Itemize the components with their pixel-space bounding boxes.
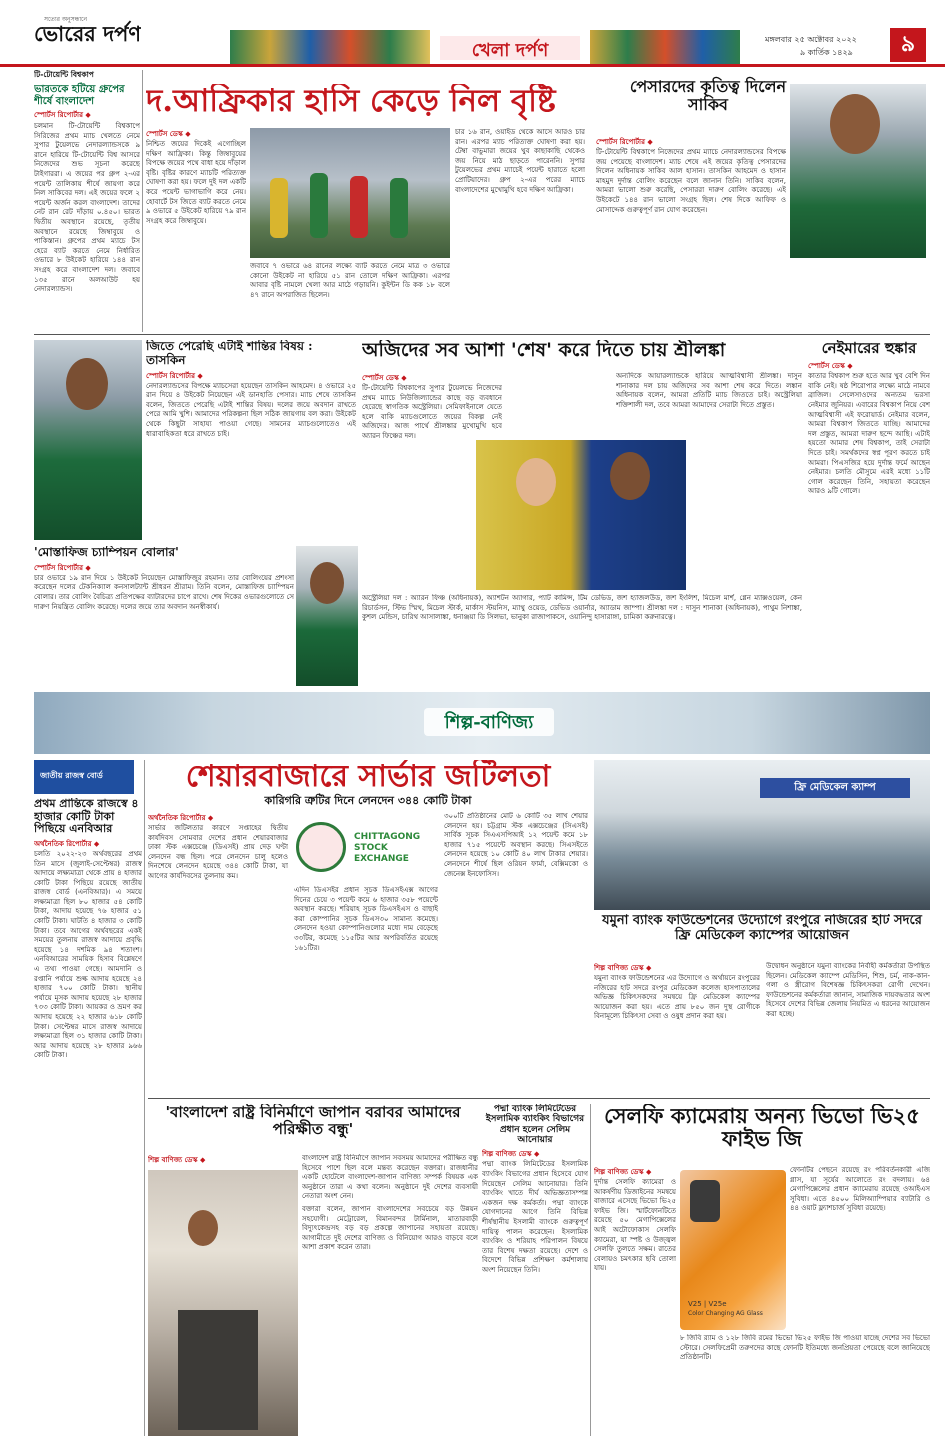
jamuna-body-1: যমুনা ব্যাংক ফাউন্ডেশনের এর উদ্যোগে ও অর্থায়নে রংপুরের নজিরের হাট সদরে রংপুর মেডিকেল কলেজ হাসপাতালের অভিজ্ঞ চিকিৎসকদের সমন্বয়ে ফ্রি মেডিকেল ক্যাম্পের আয়োজন করা হয়। এতে প্রায় ৮৫০ জন দুস্থ রোগীকে বিনামূল্যে চিকিৎসা সেবা ও ওষুধ প্রদান করা হয়।	[594, 974, 760, 1021]
top-byline: স্পোর্টস ডেস্ক ◆	[146, 130, 191, 138]
jamuna-col2	[766, 962, 930, 1092]
col-divider	[142, 70, 143, 332]
top-body-2: জবাবে ৭ ওভারে ৬৪ রানের লক্ষ্যে ব্যাট করতে নেমে মাত্র ৩ ওভারে কোনো উইকেট না হারিয়ে ৫১ রান তোলে দক্ষিণ আফ্রিকা। এরপর আবার বৃষ্টি নামলে খেলা আর মাঠে গড়ায়নি। কুইন্টন ডি কক ১৮ বলে ৪৭ রানে অপরাজিত ছিলেন।	[250, 262, 450, 299]
col-divider	[590, 1104, 591, 1436]
vivo-phone-photo	[680, 1170, 786, 1330]
camera-module	[690, 1180, 720, 1222]
jamuna-headline-text: যমুনা ব্যাংক ফাউন্ডেশনের উদ্যোগে রংপুরে নজিরের হাট সদরে ফ্রি মেডিকেল ক্যাম্পের আয়োজন	[602, 914, 922, 943]
top-story-col1	[146, 128, 246, 328]
shakib-text	[596, 136, 786, 330]
player-figure	[390, 178, 408, 238]
share-body-1: সার্ভার জটিলতার কারণে সপ্তাহের দ্বিতীয় কার্যদিবস সোমবার দেশের প্রধান শেয়ারবাজার ঢাকা স্টক এক্সচেঞ্জে (ডিএসই) প্রায় দেড় ঘণ্টা লেনদেন বন্ধ ছিল। পরে লেনদেন চালু হলেও দিনশেষে লেনদেন হয়েছে ৩৪৪ কোটি টাকা, যা আগের কার্যদিবসের তুলনায় কম।	[148, 824, 288, 880]
left-headline: ভারতকে হটিয়ে গ্রুপের শীর্ষে বাংলাদেশ	[34, 84, 125, 107]
mustafiz-headline: 'মোস্তাফিজ চ্যাম্পিয়ন বোলার'	[34, 546, 179, 559]
rain-match-photo	[250, 128, 450, 258]
japan-col2	[302, 1154, 478, 1436]
top-story-col3	[455, 128, 585, 330]
vivo-body-2: ফোনটির পেছনে রয়েছে রং পরিবর্তনকারী এজি গ্লাস, যা সূর্যের আলোতে রং বদলায়। ৬৪ মেগাপিক্সেলের প্রধান ক্যামেরায় রয়েছে ওআইএস সুবিধা। এতে ৪৫০০ মিলিঅ্যাম্পিয়ার ব্যাটারি ও ৪৪ ওয়াট ফ্ল্যাশচার্জ সুবিধা রয়েছে।	[790, 1166, 930, 1213]
top-headline-text: দ.আফ্রিকার হাসি কেড়ে নিল বৃষ্টি	[146, 84, 556, 119]
nbr-story	[34, 798, 142, 1434]
nbr-byline: অর্থনৈতিক রিপোর্টার ◆	[34, 839, 100, 848]
shakib-story	[594, 74, 928, 330]
vivo-byline: শিল্প বাণিজ্য ডেস্ক ◆	[594, 1168, 652, 1176]
japan-headline-text: 'বাংলাদেশ রাষ্ট্র বিনির্মাণে জাপান বরাবর আমাদের পরিক্ষীত বন্ধু'	[165, 1104, 461, 1139]
phone-sublabel: Color Changing AG Glass	[688, 1310, 763, 1317]
mustafiz-story	[34, 546, 294, 686]
player-head	[66, 358, 108, 410]
srilanka-squads-text: অস্ট্রেলিয়া দল : অ্যারন ফিঞ্চ (অধিনায়ক), অ্যাশটন অ্যাগার, প্যাট কামিন্স, টিম ডেভিড, জশ হ্যাজলউড, জশ ইংলিশ, মিচেল মার্শ, গ্লেন ম্যাক্সওয়েল, কেন রিচার্ডসন, স্টিভ স্মিথ, মিচেল স্টার্ক, মার্কাস স্টয়নিস, ম্যাথু ওয়েড, ডেভিড ওয়ার্নার, অ্যাডাম জাম্পা। শ্রীলঙ্কা দল : দাসুন শানাকা (অধিনায়ক), পাথুম নিশাঙ্কা, কুশল মেন্ডিস, চারিথ আসালাঙ্কা, ধনাঞ্জয়া ডি সিলভা, ভানুকা রাজাপাকসে, ওয়ানিন্দু হাসারাঙ্গা, চামিকা করুনারত্নে।	[362, 594, 802, 622]
vivo-col3	[680, 1334, 930, 1436]
vivo-col1	[594, 1166, 676, 1436]
left-story	[34, 70, 140, 314]
taskin-photo	[34, 340, 142, 540]
camp-banner: ফ্রি মেডিকেল ক্যাম্প	[760, 778, 910, 798]
left-kicker: টি-টোয়েন্টি বিশ্বকাপ	[34, 70, 94, 79]
jamuna-body-2: উদ্বোধন অনুষ্ঠানে যমুনা ব্যাংকের নির্বাহী কর্মকর্তারা উপস্থিত ছিলেন। মেডিকেল ক্যাম্পে মেডিসিন, শিশু, চর্ম, নাক-কান-গলা ও স্ত্রীরোগ বিশেষজ্ঞ চিকিৎসকরা রোগী দেখেন। ফাউন্ডেশনের কর্মকর্তারা জানান, সামাজিক দায়বদ্ধতার অংশ হিসেবে দেশের বিভিন্ন জেলায় নিয়মিত এ ধরনের আয়োজন করা হচ্ছে।	[766, 962, 930, 1018]
top-story-headline	[146, 84, 586, 124]
section-title: খেলা দর্পণ	[440, 36, 580, 60]
shakib-headline: পেসারদের কৃতিত্ব দিলেন সাকিব	[629, 77, 787, 115]
srilanka-headline-text: অজিদের সব আশা 'শেষ' করে দিতে চায় শ্রীলঙ্কা	[362, 340, 726, 361]
taskin-byline: স্পোর্টস রিপোর্টার ◆	[146, 371, 203, 380]
share-body-3: ৩০০টি প্রতিষ্ঠানের মোট ৬ কোটি ৩৫ লাখ শেয়ার লেনদেন হয়। চট্টগ্রাম স্টক এক্সচেঞ্জের (সিএসই) সার্বিক সূচক সিএএসপিআই ১২ পয়েন্ট কমে ১৮ হাজার ৭১৫ পয়েন্টে অবস্থান করছে। সিএসইতে লেনদেন হয়েছে ১০ কোটি ৪০ লাখ টাকার শেয়ার। লেনদেনে শীর্ষে ছিল ওরিয়ন ফার্মা, বেক্সিমকো ও জেনেক্স ইনফোসিস।	[444, 812, 588, 878]
shakib-photo	[790, 84, 926, 258]
player-head	[310, 562, 344, 604]
srilanka-byline: স্পোর্টস ডেস্ক ◆	[362, 374, 407, 382]
padma-story	[482, 1104, 588, 1436]
japan-byline: শিল্প বাণিজ্য ডেস্ক ◆	[148, 1156, 206, 1164]
banner-title: শিল্প-বাণিজ্য	[424, 708, 554, 736]
left-body: চলমান টি-টোয়েন্টি বিশ্বকাপে সিরিজের প্রথম ম্যাচ খেলতে নেমে সুপার টুয়েলভে নেদারল্যান্ডসকে ৯ রানে হারিয়ে টি-টোয়েন্টি বিশ্ব আসরে নিজেদের শুভ সূচনা করেছে টাইগাররা। এ জয়ের পর গ্রুপ ২-এর পয়েন্ট তালিকায় শীর্ষে জায়গা করে নিল সাকিবের দল। এই জয়ের ফলে ২ পয়েন্ট অর্জন করল বাংলাদেশ। তাদের নেট রান রেট দাঁড়ায় ০.৪৫০। ভারত দ্বিতীয় অবস্থানে রয়েছে, তৃতীয় অবস্থানে রয়েছে জিম্বাবুয়ে ও পাকিস্তান। গ্রুপের প্রথম ম্যাচে টস হেরে ব্যাট করতে নেমে নির্ধারিত ওভারে ৮ উইকেট হারিয়ে ১৪৪ রান সংগ্রহ করে বাংলাদেশ দল। জবাবে ১৩৫ রানে অলআউট হয় নেদারল্যান্ডস।	[34, 122, 140, 294]
player-figure	[270, 178, 288, 238]
nbr-body: চলতি ২০২২-২৩ অর্থবছরের প্রথম তিন মাসে (জুলাই-সেপ্টেম্বর) রাজস্ব আদায়ে লক্ষ্যমাত্রা থেকে প্রায় ৪ হাজার কোটি টাকা পিছিয়ে রয়েছে জাতীয় রাজস্ব বোর্ড (এনবিআর)। এ সময়ে লক্ষ্যমাত্রা ছিল ৮০ হাজার ৫৪ কোটি টাকা, আদায় হয়েছে ৭৬ হাজার ৫১ কোটি টাকা। ঘাটতি ৪ হাজার ৩ কোটি টাকা। তবে আগের অর্থবছরের একই সময়ের তুলনায় রাজস্ব আদায়ে প্রবৃদ্ধি হয়েছে ১৪ দশমিক ৯৪ শতাংশ। এনবিআরের সাময়িক হিসাব বিশ্লেষণে এ তথ্য পাওয়া গেছে। আমদানি ও রপ্তানি পর্যায়ে শুল্ক আদায় হয়েছে ২৪ হাজার ৭০০ কোটি টাকা। স্থানীয় পর্যায়ে মূসক আদায় হয়েছে ২৮ হাজার ৭৩৩ কোটি টাকা। আয়কর ও ভ্রমণ কর আদায় হয়েছে ২২ হাজার ৬১৮ কোটি টাকা। সেপ্টেম্বর মাসে রাজস্ব আদায়ে লক্ষ্যমাত্রা ছিল ৩১ হাজার কোটি টাকা। আর আদায় হয়েছে ২৮ হাজার ৯৬৬ কোটি টাকা।	[34, 849, 142, 1060]
share-col2	[294, 886, 438, 1092]
padma-body: পদ্মা ব্যাংক লিমিটেডের ইসলামিক ব্যাংকিং বিভাগের প্রধান হিসেবে যোগ দিয়েছেন সেলিম আনোয়ার। তিনি ব্যাংকিং খাতে দীর্ঘ অভিজ্ঞতাসম্পন্ন একজন দক্ষ কর্মকর্তা। পদ্মা ব্যাংকে যোগদানের আগে তিনি বিভিন্ন শীর্ষস্থানীয় ইসলামী ব্যাংকে গুরুত্বপূর্ণ দায়িত্ব পালন করেছেন। ইসলামিক ব্যাংকিং ও শরিয়াহ পরিপালন বিষয়ে তার বিশেষ দক্ষতা রয়েছে। দেশে ও বিদেশে বিভিন্ন প্রশিক্ষণ কর্মশালায় অংশ নিয়েছেন তিনি।	[482, 1160, 588, 1274]
nbr-sign-text: জাতীয় রাজস্ব বোর্ড	[40, 771, 103, 780]
taskin-headline: জিতে পেরেছি এটাই শান্তির বিষয় : তাসকিন	[146, 340, 313, 367]
taskin-body: নেদারল্যান্ডসের বিপক্ষে ম্যাচসেরা হয়েছেন তাসকিন আহমেদ। ৪ ওভারে ২৫ রান দিয়ে ৪ উইকেট নিয়েছেন এই ডানহাতি পেসার। ম্যাচ শেষে তাসকিন বলেন, জিততে পেরেছি এটাই শান্তির বিষয়। দলের জয়ে অবদান রাখতে পেরে আমি খুশি। আমাদের পরিকল্পনা ছিল সঠিক জায়গায় বল করা। উইকেট থেকে কিছুটা সাহায্য পাওয়া গেছে। সামনের ম্যাচগুলোতেও এই ধারাবাহিকতা ধরে রাখতে চাই।	[146, 381, 356, 438]
share-headline: শেয়ারবাজারে সার্ভার জটিলতা	[185, 760, 551, 794]
srilanka-headline	[362, 340, 802, 370]
top-body-1: নিশ্চিত জয়ের দিকেই এগোচ্ছিল দক্ষিণ আফ্রিকা। কিন্তু জিম্বাবুয়ের বিপক্ষে জয়ের পথে বাধা হয়ে দাঁড়াল বৃষ্টি। বৃষ্টির কারণে ম্যাচটি পরিত্যক্ত ঘোষণা করা হয়। ফলে দুই দল একটি করে পয়েন্ট ভাগাভাগি করে নেয়। হোবার্টে টস জিতে ব্যাট করতে নেমে ৯ ওভারে ৫ উইকেট হারিয়ে ৭৯ রান সংগ্রহ করে জিম্বাবুয়ে।	[146, 140, 246, 225]
player-figure	[350, 176, 368, 238]
player-head	[516, 458, 556, 506]
player-figure	[310, 173, 328, 238]
japan-body-2: বক্তারা বলেন, জাপান বাংলাদেশের সবচেয়ে বড় উন্নয়ন সহযোগী। মেট্রোরেল, বিমানবন্দর টার্মিনাল, মাতারবাড়ী বিদ্যুৎকেন্দ্রসহ বড় বড় প্রকল্পে জাপানের সহায়তা রয়েছে। আগামীতে দুই দেশের বাণিজ্য ও বিনিয়োগ আরও বাড়বে বলে আশা প্রকাশ করেন তারা।	[302, 1204, 478, 1252]
srilanka-squads	[362, 594, 802, 686]
phone-label: V25 | V25e	[688, 1300, 727, 1308]
date-line-bn: ৯ কার্তিক ১৪২৯	[800, 48, 853, 57]
japan-headline	[148, 1104, 478, 1150]
japan-speaker-photo	[148, 1170, 298, 1436]
lectern	[178, 1310, 258, 1430]
paper-logo: ভোরের দর্পণ	[34, 21, 142, 46]
share-body-2: এদিন ডিএসইর প্রধান সূচক ডিএসইএক্স আগের দিনের চেয়ে ৩ পয়েন্ট কমে ৬ হাজার ৩৫৮ পয়েন্টে অবস্থান করছে। শরিয়াহ সূচক ডিএসইএস ও বাছাই করা কোম্পানির সূচক ডিএস৩০ সামান্য কমেছে। লেনদেন হওয়া কোম্পানিগুলোর মধ্যে দাম বেড়েছে ৩৩টির, কমেছে ১১৫টির আর অপরিবর্তিত রয়েছে ১৬১টির।	[294, 886, 438, 952]
share-byline: অর্থনৈতিক রিপোর্টার ◆	[148, 814, 214, 822]
vivo-body-1: দুর্দান্ত সেলফি ক্যামেরা ও আকর্ষণীয় ডিজাইনের সমন্বয়ে বাজারে এসেছে ভিভো ভি২৫ ফাইভ জি। স্মার্টফোনটিতে রয়েছে ৫০ মেগাপিক্সেলের আই অটোফোকাস সেলফি ক্যামেরা, যা স্পষ্ট ও উজ্জ্বল সেলফি তুলতে সক্ষম। রাতের বেলায়ও চমৎকার ছবি তোলা যায়।	[594, 1178, 676, 1273]
top-section-rule	[34, 334, 930, 335]
japan-body-1: বাংলাদেশ রাষ্ট্র বিনির্মাণে জাপান সবসময় আমাদের পরীক্ষিত বন্ধু হিসেবে পাশে ছিল বলে মন্তব্য করেছেন বক্তারা। রাজধানীর একটি হোটেলে বাংলাদেশ-জাপান বাণিজ্য সম্পর্ক বিষয়ক এক অনুষ্ঠানে তারা এ কথা বলেন। অনুষ্ঠানে দুই দেশের ব্যবসায়ী নেতারা অংশ নেন।	[302, 1154, 478, 1201]
japan-col1	[148, 1154, 298, 1168]
neymar-story	[808, 340, 930, 686]
jamuna-byline: শিল্প বাণিজ্য ডেস্ক ◆	[594, 964, 652, 972]
srilanka-col2	[616, 372, 802, 592]
vivo-body-3: ৮ জিবি র‍্যাম ও ১২৮ জিবি রমের ভিভো ভি২৫ ফাইভ জি পাওয়া যাচ্ছে দেশের সব ভিভো স্টোরে। সেলফিপ্রেমী তরুণদের কাছে ফোনটি ইতিমধ্যে জনপ্রিয়তা পেয়েছে বলে জানিয়েছে প্রতিষ্ঠানটি।	[680, 1334, 930, 1362]
col-divider	[144, 760, 145, 1436]
srilanka-body-1: টি-টোয়েন্টি বিশ্বকাপের সুপার টুয়েলভে নিজেদের প্রথম ম্যাচে নিউজিল্যান্ডের কাছে বড় ব্যবধানে হেরেছে স্বাগতিক অস্ট্রেলিয়া। সেমিফাইনালে যেতে হলে বাকি ম্যাচগুলোতে জয়ের বিকল্প নেই অজিদের। আজ পার্থে শ্রীলঙ্কার মুখোমুখি হবে অ্যারন ফিঞ্চের দল।	[362, 384, 502, 440]
top-story-col2	[250, 262, 450, 330]
player-head	[830, 94, 880, 154]
shakib-byline: স্পোর্টস রিপোর্টার ◆	[596, 138, 653, 146]
srilanka-body-2: অন্যদিকে আয়ারল্যান্ডকে হারিয়ে আত্মবিশ্বাসী শ্রীলঙ্কা। দাসুন শানাকার দল চায় অজিদের সব আশা শেষ করে দিতে। লঙ্কান অধিনায়ক বলেন, আমরা প্রতিটি ম্যাচ জিততে চাই। অস্ট্রেলিয়া শক্তিশালী দল, তবে আমরা আমাদের সেরাটা দিতে প্রস্তুত।	[616, 372, 802, 409]
page-number: ৯	[890, 28, 926, 62]
medical-camp-photo	[594, 760, 930, 910]
top-body-3: চার ১৬ রান, ওয়াইড থেকে আসে আরও চার রান। এরপর ম্যাচ পরিত্যক্ত ঘোষণা করা হয়। টেম্বা বাভুমারা জয়ের খুব কাছাকাছি থেকেও জয় নিয়ে মাঠ ছাড়তে পারেননি। সুপার টুয়েলভের প্রথম ম্যাচেই পয়েন্ট হারাতে হলো প্রোটিয়াদের। গ্রুপ ২-এর পরের ম্যাচে বাংলাদেশের মুখোমুখি হবে দক্ষিণ আফ্রিকা।	[455, 128, 585, 194]
share-col3	[444, 812, 588, 1092]
mustafiz-body: চার ওভারে ১৯ রান দিয়ে ১ উইকেট নিয়েছেন মোস্তাফিজুর রহমান। তার বোলিংয়ের প্রশংসা করেছেন দলের টেকনিক্যাল কনসালট্যান্ট শ্রীধরন শ্রীরাম। তিনি বলেন, মোস্তাফিজ চ্যাম্পিয়ন বোলার। তার বোলিং বৈচিত্র্য প্রতিপক্ষের ব্যাটারদের চাপে রাখে। শেষ দিকের ওভারগুলোতে সে দারুণ নিয়ন্ত্রিত বোলিং করেছে। দলের জয়ে তার অবদান অনস্বীকার্য।	[34, 573, 294, 611]
vivo-headline-text: সেলফি ক্যামেরায় অনন্য ভিভো ভি২৫ ফাইভ জি	[604, 1104, 920, 1152]
padma-byline: শিল্প বাণিজ্য ডেস্ক ◆	[482, 1150, 540, 1159]
date-line: মঙ্গলবার ২৫ অক্টোবর ২০২২	[765, 35, 857, 44]
masthead-tagline: সত্যের অনুসন্ধানে	[44, 16, 88, 23]
cse-logo-block	[294, 820, 440, 880]
share-subhead: কারিগরি ত্রুটির দিনে লেনদেন ৩৪৪ কোটি টাকা	[264, 794, 472, 807]
share-story	[148, 760, 588, 1096]
speaker-head	[188, 1210, 218, 1246]
cse-logo-text: CHITTAGONG STOCK EXCHANGE	[354, 832, 421, 864]
neymar-byline: স্পোর্টস ডেস্ক ◆	[808, 362, 853, 371]
vivo-headline	[594, 1104, 930, 1164]
jamuna-col1	[594, 962, 760, 1092]
masthead-photo-strip	[230, 30, 430, 64]
jamuna-headline	[594, 914, 930, 958]
nbr-sign-photo	[34, 760, 134, 794]
mustafiz-photo	[296, 546, 358, 686]
dse-seal-icon	[296, 822, 346, 872]
business-banner	[34, 692, 930, 754]
nbr-headline: প্রথম প্রান্তিকে রাজস্বে ৪ হাজার কোটি টাকা পিছিয়ে এনবিআর	[34, 798, 139, 836]
mid-rule	[148, 1098, 930, 1099]
mustafiz-byline: স্পোর্টস রিপোর্টার ◆	[34, 563, 91, 572]
share-col1	[148, 812, 288, 1092]
left-byline: স্পোর্টস রিপোর্টার ◆	[34, 111, 91, 119]
padma-headline: পদ্মা ব্যাংক লিমিটেডের ইসলামিক ব্যাংকিং বিভাগের প্রধান হলেন সেলিম আনোয়ার	[485, 1104, 585, 1146]
shakib-body: টি-টোয়েন্টি বিশ্বকাপে নিজেদের প্রথম ম্যাচে নেদারল্যান্ডসের বিপক্ষে জয় পেয়েছে বাংলাদেশ। ম্যাচ শেষে এই জয়ের কৃতিত্ব পেসারদের দিলেন অধিনায়ক সাকিব আল হাসান। তাসকিন আহমেদ ও হাসান মাহমুদ দুর্দান্ত বোলিং করেছেন বলে জানান তিনি। সাকিব বলেন, আমরা ভালো শুরু করেছি, পেসাররা দারুণ বোলিং করেছে। এই উইকেটে ১৪৪ রান ভালো সংগ্রহ ছিল। শেষ দিকে আফিফ ও মোসাদ্দেক গুরুত্বপূর্ণ রান যোগ করেছেন।	[596, 148, 786, 214]
taskin-story	[146, 340, 356, 540]
neymar-headline: নেইমারের হুঙ্কার	[821, 340, 917, 357]
vivo-col2	[790, 1166, 930, 1330]
masthead-photo-strip-2	[590, 30, 740, 64]
neymar-body: কাতার বিশ্বকাপ শুরু হতে আর খুব বেশি দিন বাকি নেই। ষষ্ঠ শিরোপার লক্ষ্যে মাঠে নামবে ব্রাজিল। সেলেসাওদের অন্যতম ভরসা নেইমার জুনিয়র। এবারের বিশ্বকাপ নিয়ে বেশ আত্মবিশ্বাসী এই ফরোয়ার্ড। নেইমার বলেন, আমরা বিশ্বকাপ জিততে যাচ্ছি। আমাদের দল প্রস্তুত, আমরা দারুণ ছন্দে আছি। এটাই হয়তো আমার শেষ বিশ্বকাপ, তাই সেরাটা দিতে চাই। সমর্থকদের স্বপ্ন পূরণ করতে চাই আমরা। পিএসজির হয়ে দুর্দান্ত ফর্মে আছেন নেইমার। চলতি মৌসুমে এরই মধ্যে ১১টি গোল করেছেন তিনি, সহায়তা করেছেন আরও ৯টি গোলে।	[808, 372, 930, 496]
masthead-rule	[0, 64, 945, 67]
